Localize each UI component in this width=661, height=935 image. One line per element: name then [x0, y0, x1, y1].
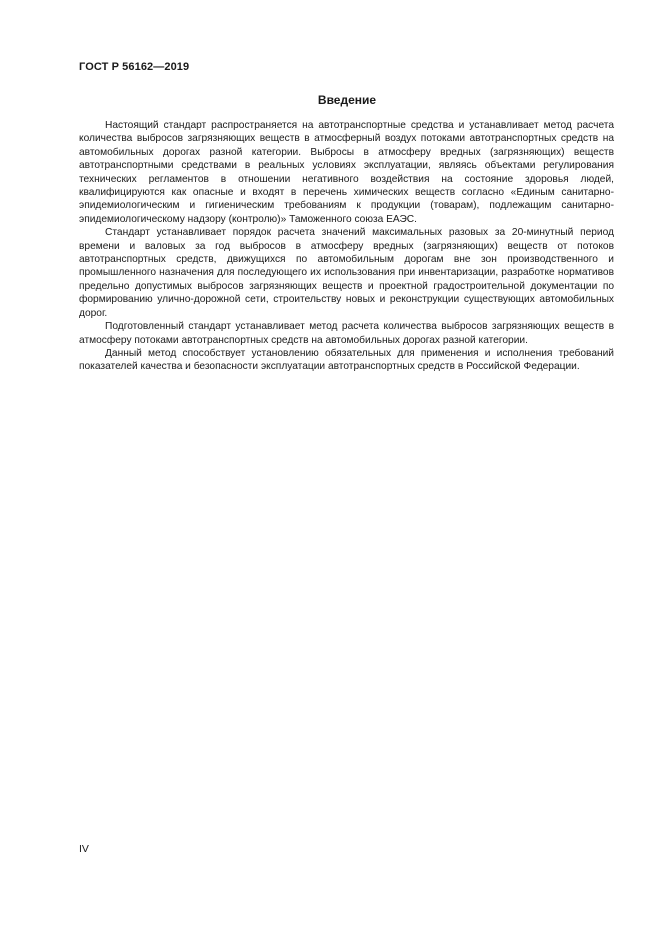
paragraph: Стандарт устанавливает порядок расчета значений максимальных разовых за 20-минутный период времени и валовых за год выбросов в атмосферу вредных (загрязняющих) веществ от потоков автотранспортных средств, движущихся по автомобильным дорогам вне зон производственного и промышленного назначения для последующего их использования при инвентаризации, разработке нормативов предельно допустимых выбросов загрязняющих веществ и проектной градостроительной документации по формированию улично-дорожной сети, строительству новых и реконструкции существующих автомобильных дорог. [79, 227, 614, 319]
body-text [79, 119, 614, 374]
paragraph: Настоящий стандарт распространяется на автотранспортные средства и устанавливает метод расчета количества выбросов загрязняющих веществ в атмосферный воздух потоками автотранспортных средств на автомобильных дорогах разной категории. Выбросы в атмосферу вредных (загрязняющих) веществ автотранспортными средствами в реальных условиях эксплуатации, являясь объектами регулирования технических регламентов в отношении негативного воздействия на состояние здоровья людей, квалифицируются как опасные и входят в перечень химических веществ согласно «Единым санитарно-эпидемиологическим и гигиеническим требованиям к продукции (товарам), подлежащим санитарно-эпидемиологическому надзору (контролю)» Таможенного союза ЕАЭС. [79, 120, 614, 225]
paragraph: Данный метод способствует установлению обязательных для применения и исполнения требований показателей качества и безопасности эксплуатации автотранспортных средств в Российской Федерации. [79, 347, 614, 373]
document-header: ГОСТ Р 56162—2019 [79, 61, 190, 73]
paragraph: Подготовленный стандарт устанавливает метод расчета количества выбросов загрязняющих веществ в атмосферу потоками автотранспортных средств на автомобильных дорогах разной категории. [79, 321, 614, 346]
section-title: Введение [317, 93, 377, 107]
page-number: IV [79, 843, 89, 855]
